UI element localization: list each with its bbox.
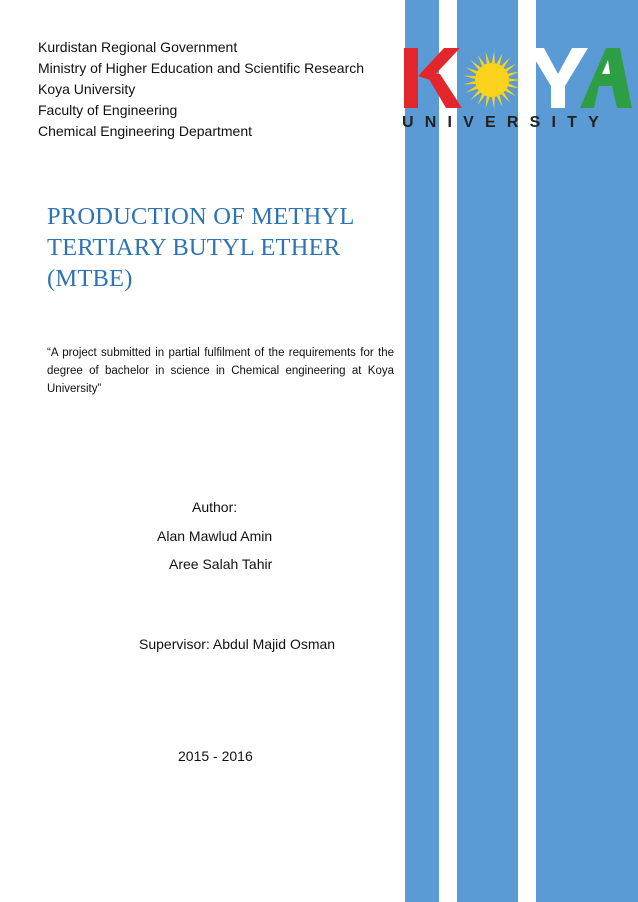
logo-letter-k (404, 48, 462, 108)
sun-core (475, 63, 509, 97)
sun-ray (463, 81, 475, 84)
title-line: (MTBE) (47, 265, 133, 292)
sun-ray (471, 90, 481, 99)
logo-sun-icon (463, 51, 521, 109)
institution-header (38, 37, 398, 142)
logo-subtitle: UNIVERSITY (402, 114, 611, 131)
koya-logo-mark (400, 42, 636, 112)
sun-ray (492, 97, 495, 109)
institution-line: Kurdistan Regional Government (38, 39, 238, 55)
submission-statement: “A project submitted in partial fulfilment of the requirements for the degree of bachelor in science in Chemical engineering at Koya University” (47, 347, 394, 395)
logo-letter-a (580, 48, 632, 108)
sun-ray (486, 96, 490, 108)
title-line: PRODUCTION OF METHYL (47, 203, 355, 230)
sun-ray (478, 55, 485, 66)
supervisor: Supervisor: Abdul Majid Osman (139, 636, 336, 652)
sun-ray (478, 94, 485, 105)
sun-ray (508, 71, 520, 76)
institution-line: Koya University (38, 81, 136, 97)
logo-letter-y (528, 48, 588, 108)
sun-ray (497, 53, 503, 65)
academic-years: 2015 - 2016 (178, 748, 253, 764)
sun-ray (501, 57, 510, 67)
sun-ray (486, 52, 490, 64)
author-label: Author: (192, 499, 238, 515)
institution-line: Ministry of Higher Education and Scientific Research (38, 60, 365, 76)
sun-ray (509, 78, 521, 81)
sun-ray (466, 86, 478, 93)
institution-line: Faculty of Engineering (38, 102, 178, 118)
sun-ray (492, 51, 495, 63)
author-name: Aree Salah Tahir (169, 556, 273, 572)
koya-university-logo-icon (400, 42, 636, 138)
sun-ray (471, 60, 481, 69)
sun-ray (505, 64, 516, 72)
sun-ray (497, 95, 503, 107)
sun-ray (466, 67, 478, 74)
sun-ray (505, 88, 516, 96)
sun-ray (501, 92, 510, 102)
project-title (47, 201, 397, 294)
institution-line: Chemical Engineering Department (38, 123, 252, 139)
title-line: TERTIARY BUTYL ETHER (47, 234, 341, 261)
sun-ray (508, 84, 520, 89)
sun-ray (463, 76, 475, 79)
author-name: Alan Mawlud Amin (157, 528, 273, 544)
